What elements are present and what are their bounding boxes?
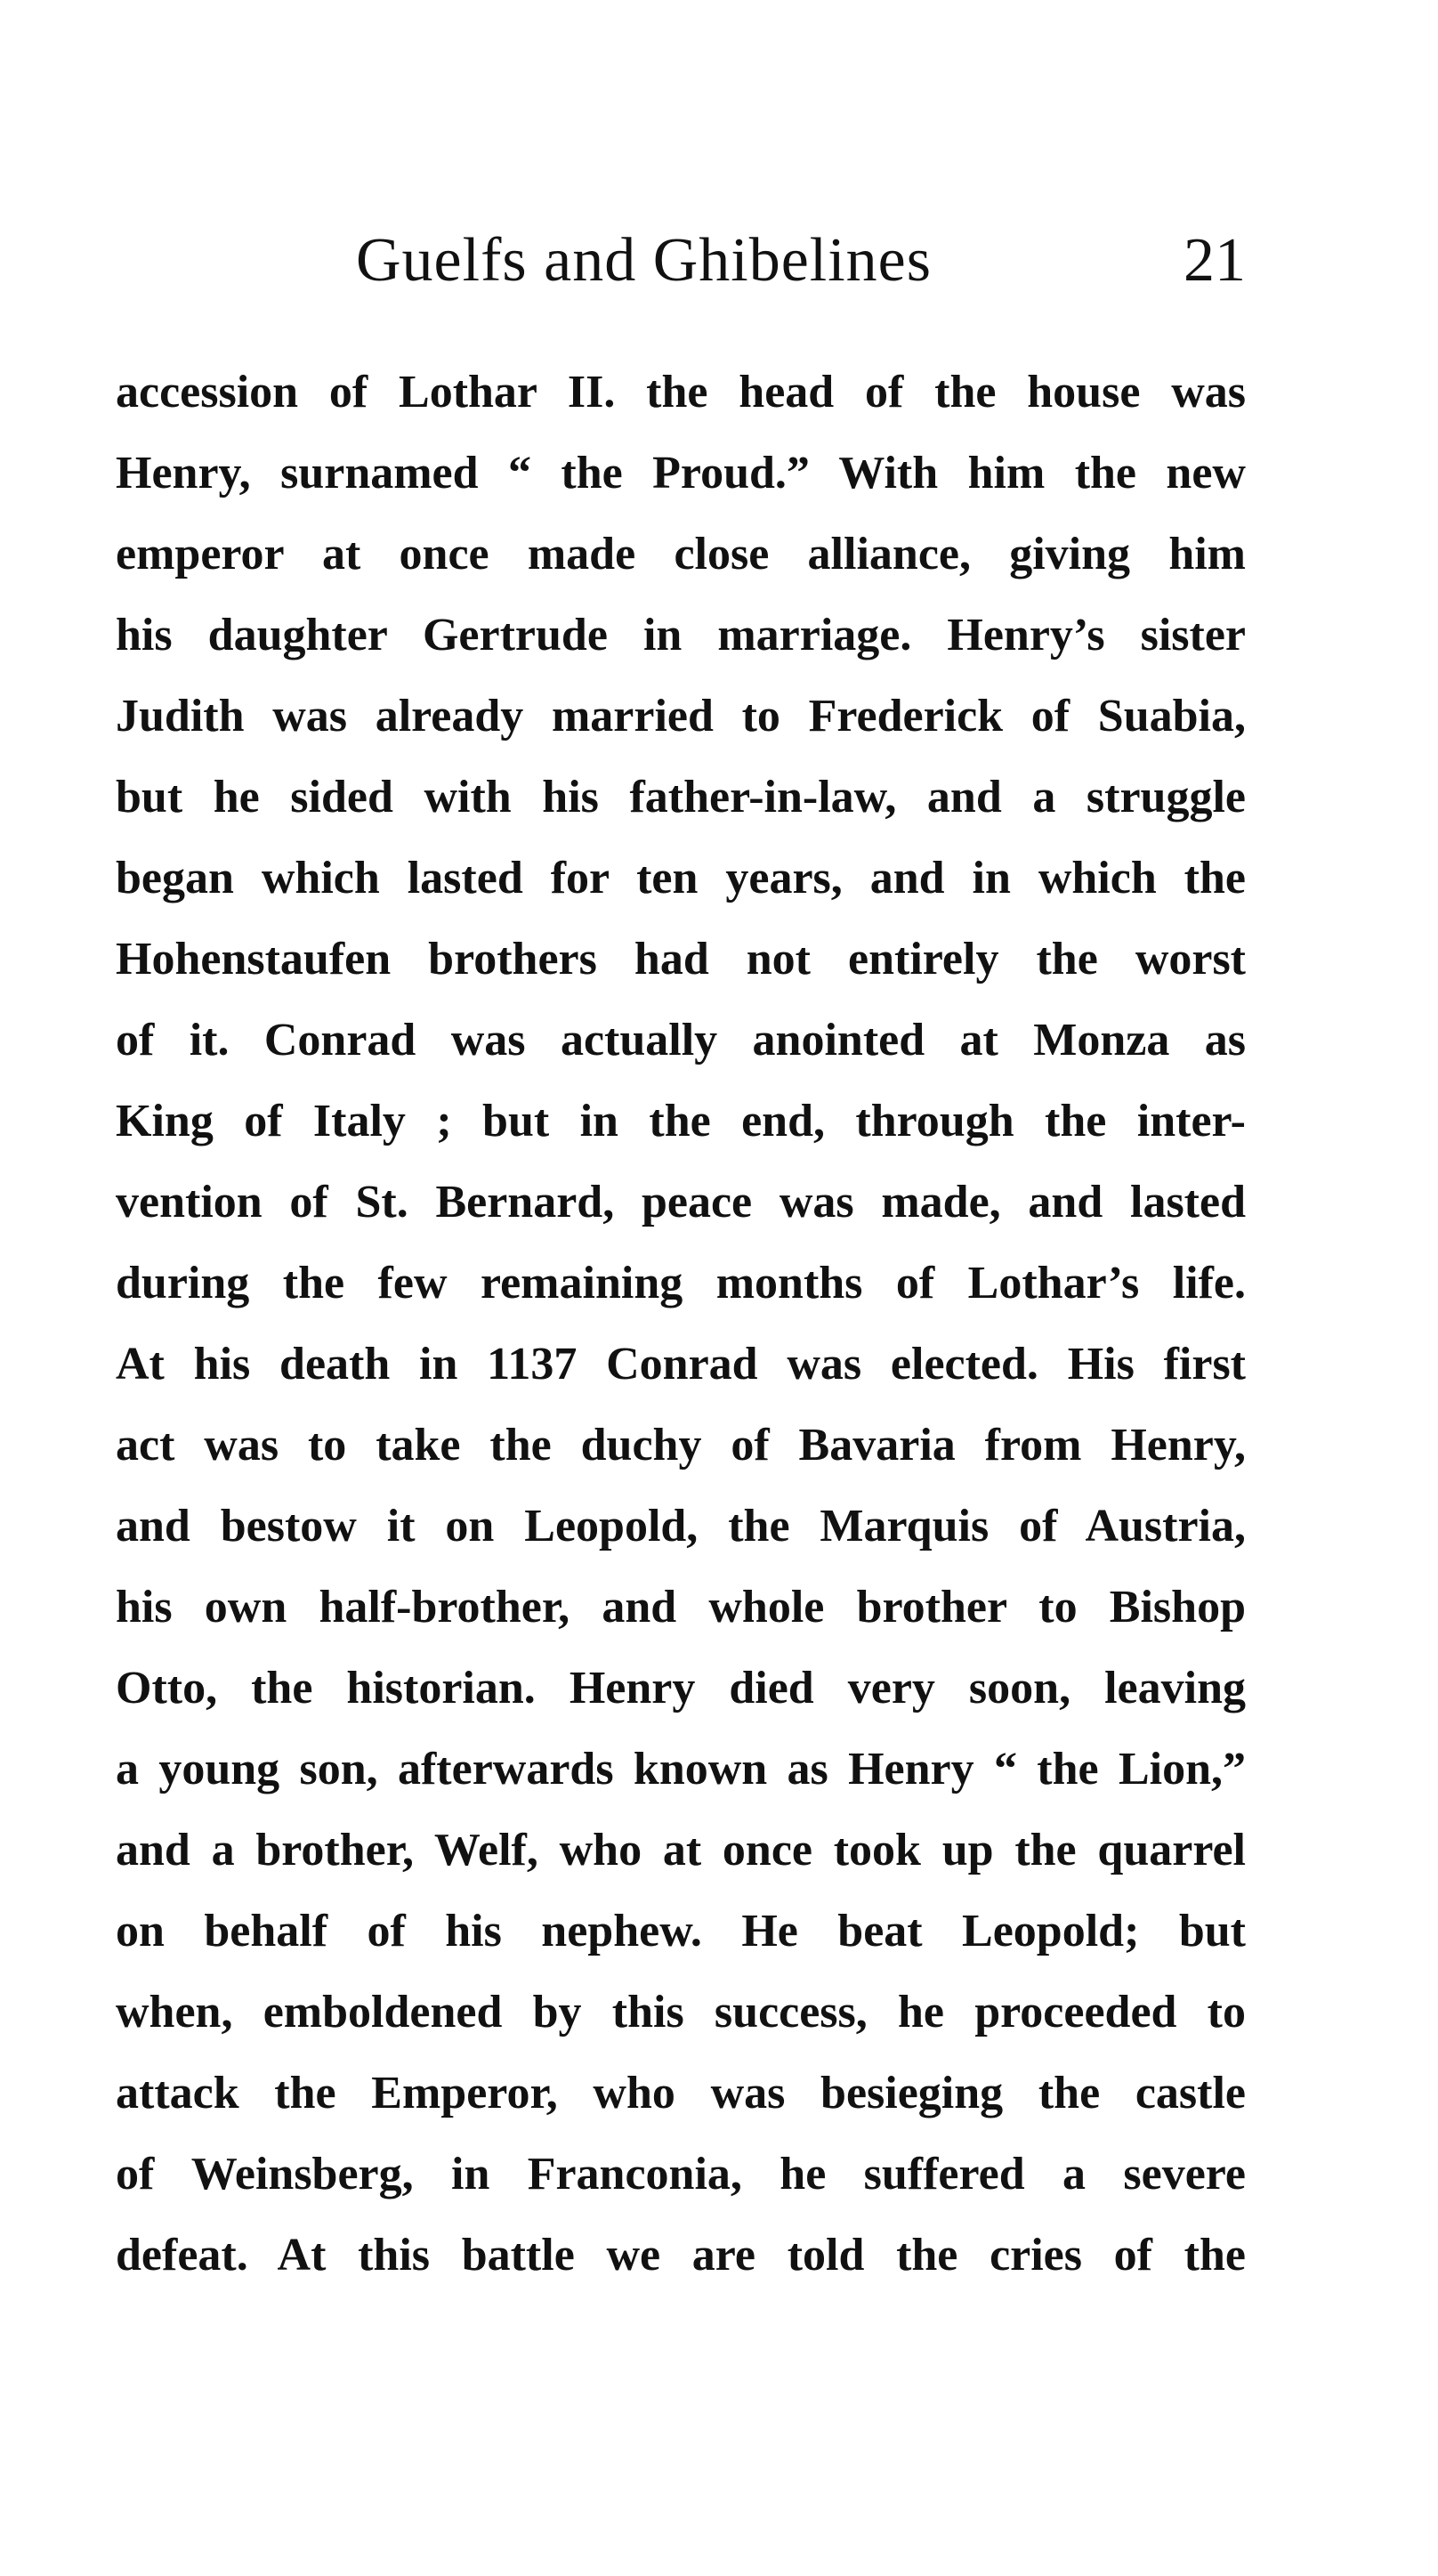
text-line: on behalf of his nephew. He beat Leopold; but	[116, 1906, 1246, 1956]
page-number: 21	[1184, 226, 1246, 295]
text-line: of Weinsberg, in Franconia, he suffered a severe	[116, 2149, 1246, 2199]
running-head	[116, 221, 1246, 301]
text-line: accession of Lothar II. the head of the house was	[116, 367, 1246, 417]
text-line: emperor at once made close alliance, giving him	[116, 529, 1246, 579]
text-line: At his death in 1137 Conrad was elected. His first	[116, 1339, 1246, 1389]
running-title: Guelfs and Ghibelines	[356, 226, 932, 295]
text-line: his own half-brother, and whole brother to Bishop	[116, 1582, 1246, 1632]
text-line: began which lasted for ten years, and in which the	[116, 853, 1246, 903]
text-line: but he sided with his father-in-law, and a struggle	[116, 772, 1246, 822]
text-line: during the few remaining months of Lothar’s life.	[116, 1258, 1246, 1308]
text-line: a young son, afterwards known as Henry “ the Lion,”	[116, 1744, 1246, 1794]
text-line: and a brother, Welf, who at once took up the quarrel	[116, 1825, 1246, 1875]
text-line: defeat. At this battle we are told the cries of the	[116, 2230, 1246, 2280]
text-line: his daughter Gertrude in marriage. Henry’s sister	[116, 610, 1246, 660]
text-line: act was to take the duchy of Bavaria from Henry,	[116, 1420, 1246, 1470]
text-line: King of Italy ; but in the end, through the inter-	[116, 1096, 1246, 1146]
text-line: and bestow it on Leopold, the Marquis of Austria,	[116, 1501, 1246, 1551]
text-line: Judith was already married to Frederick of Suabia,	[116, 691, 1246, 741]
text-line: of it. Conrad was actually anointed at Monza as	[116, 1015, 1246, 1065]
body-paragraph	[116, 352, 1246, 2296]
text-line: Otto, the historian. Henry died very soon, leaving	[116, 1663, 1246, 1713]
text-line: when, emboldened by this success, he proceeded to	[116, 1987, 1246, 2037]
text-line: vention of St. Bernard, peace was made, and lasted	[116, 1177, 1246, 1227]
text-line: Henry, surnamed “ the Proud.” With him the new	[116, 448, 1246, 498]
text-line: attack the Emperor, who was besieging the castle	[116, 2068, 1246, 2118]
text-line: Hohenstaufen brothers had not entirely the worst	[116, 934, 1246, 984]
